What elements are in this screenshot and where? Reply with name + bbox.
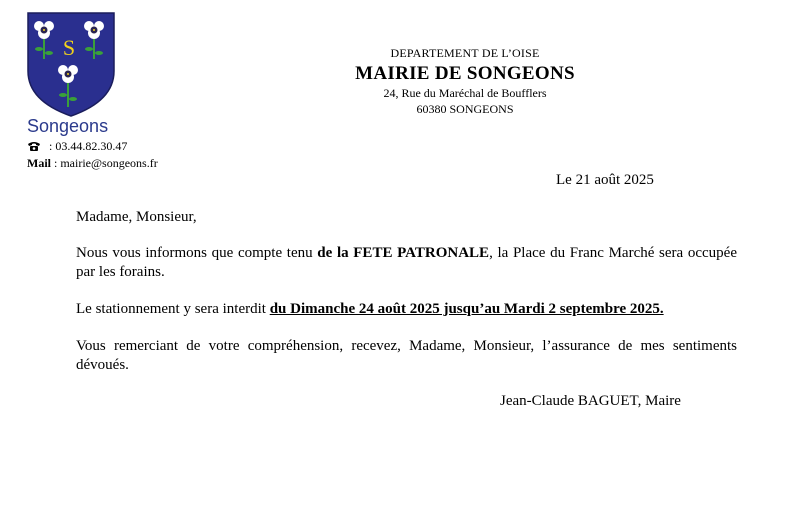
crest-emblem (26, 11, 116, 118)
fete-patronale: de la FETE PATRONALE (317, 245, 490, 261)
town-name: Songeons (27, 116, 109, 136)
phone-number: : 03.44.82.30.47 (49, 139, 128, 153)
address-line-1: 24, Rue du Maréchal de Boufflers (383, 86, 547, 100)
phone-icon (27, 141, 41, 151)
paragraph-fete (76, 244, 737, 282)
letterhead-header (300, 46, 630, 117)
mairie-title: MAIRIE DE SONGEONS (355, 63, 575, 84)
mail-line (27, 156, 158, 171)
phone-line (27, 139, 127, 154)
address-line-2: 60380 SONGEONS (416, 102, 514, 116)
paragraph-fete-start: Nous vous informons que compte tenu (76, 245, 318, 261)
paragraph-fete-end: , la Place du Franc Marché sera occupée par les forains. (76, 245, 737, 280)
crest-letter: S (62, 35, 76, 60)
department: DEPARTEMENT DE L’OISE (390, 46, 540, 60)
paragraph-closing: Vous remerciant de votre compréhension, recevez, Madame, Monsieur, l’assurance de mes sentiments dévoués. (76, 338, 737, 373)
parking-dates: du Dimanche 24 août 2025 jusqu’au Mardi 2 septembre 2025. (269, 301, 664, 317)
mail-label: Mail (27, 156, 51, 170)
mail-address[interactable]: : mairie@songeons.fr (51, 156, 158, 170)
letter-date: Le 21 août 2025 (556, 172, 654, 188)
parking-intro: Le stationnement y sera interdit (76, 301, 270, 317)
paragraph-parking (76, 300, 737, 319)
salutation: Madame, Monsieur, (76, 209, 197, 225)
signature: Jean-Claude BAGUET, Maire (500, 393, 681, 409)
